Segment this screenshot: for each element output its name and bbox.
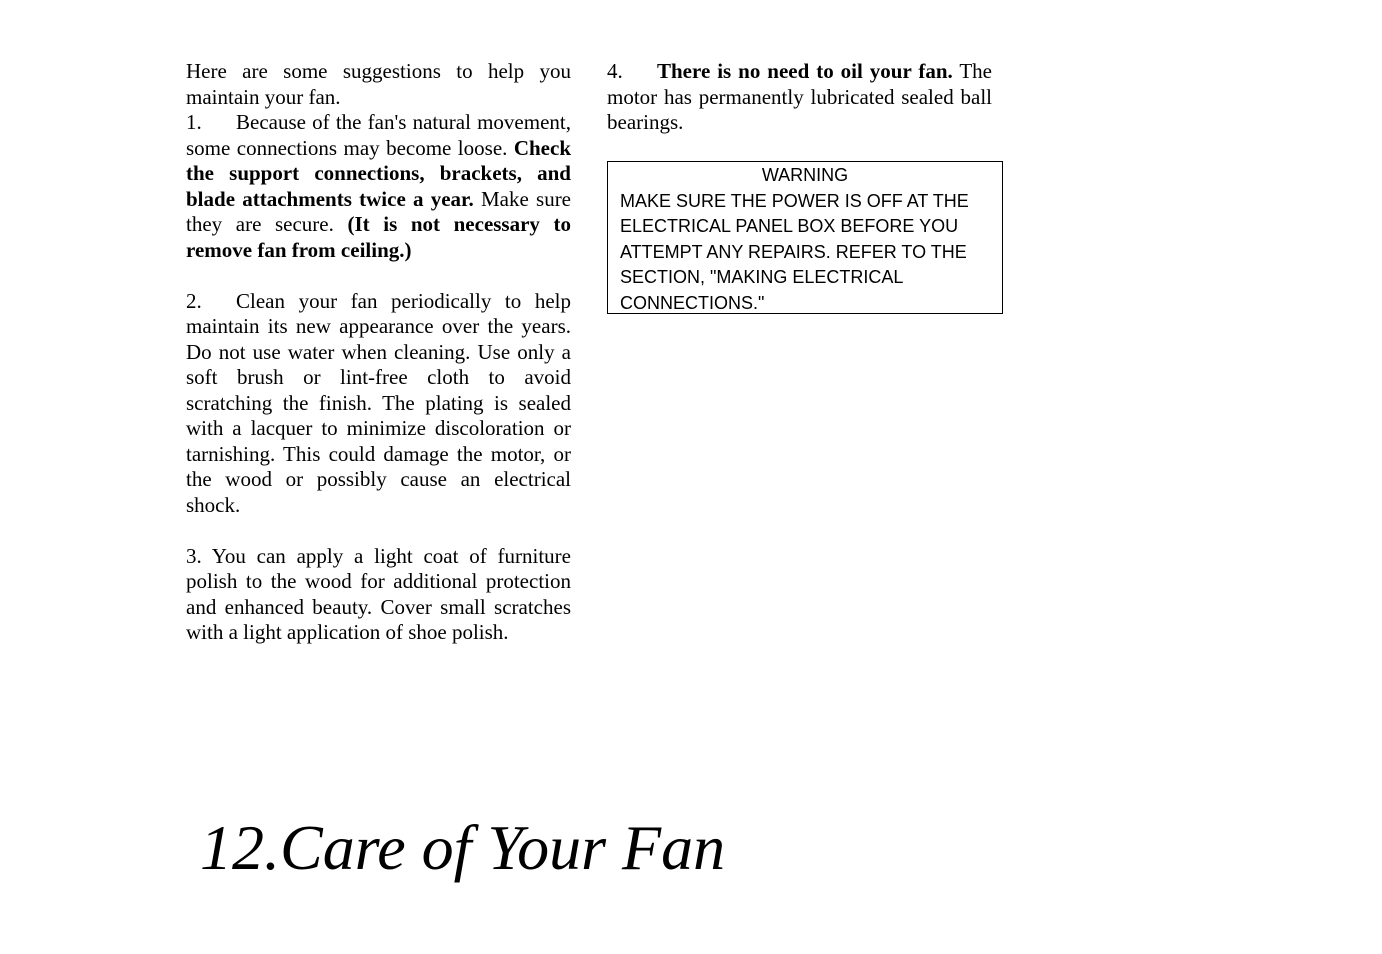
item-1-number: 1. [186, 110, 202, 134]
maintenance-item-3: 3. You can apply a light coat of furniture polish to the wood for additional protection and enhanced beauty. Cover small scratches with a light application of shoe polish. [186, 543, 571, 644]
item-1-text-b: Make sure they are secure. [186, 186, 572, 236]
warning-title: WARNING [761, 165, 849, 185]
item-1-text-a: Because of the fan's natural movement, some connections may become loose. [186, 110, 571, 160]
maintenance-item-2 [186, 289, 571, 519]
paragraph-gap [186, 263, 571, 289]
warning-body: MAKE SURE THE POWER IS OFF AT THE ELECTRICAL PANEL BOX BEFORE YOU ATTEMPT ANY REPAIRS. REFER TO THE SECTION, "MAKING ELECTRICAL CONNECTIONS." [620, 190, 969, 313]
left-column [186, 59, 571, 646]
item-4-text: The motor has permanently lubricated sealed ball bearings. [607, 59, 992, 134]
item-1-bold-b: (It is not necessary to remove fan from ceiling.) [186, 212, 572, 262]
paragraph-gap [186, 518, 571, 544]
item-2-number: 2. [186, 288, 202, 313]
item-4-number: 4. [607, 59, 623, 83]
intro-paragraph: Here are some suggestions to help you maintain your fan. [186, 59, 571, 109]
chapter-title: 12.Care of Your Fan [200, 812, 726, 883]
item-4-bold: There is no need to oil your fan. [657, 59, 953, 83]
maintenance-item-4 [607, 59, 992, 136]
right-column [607, 59, 992, 136]
maintenance-item-1 [186, 110, 571, 263]
item-2-text: Clean your fan periodically to help maintain its new appearance over the years. Do not use water when cleaning. Use only a soft brush or lint-free cloth to avoid scratching the finish. The plating is sealed with a lacquer to minimize discoloration or tarnishing. This could damage the motor, or the wood or possibly cause an electrical shock. [186, 288, 571, 517]
item-1-bold-a: Check the support connections, brackets, and blade attachments twice a year. [186, 135, 571, 211]
warning-box [607, 161, 1003, 314]
